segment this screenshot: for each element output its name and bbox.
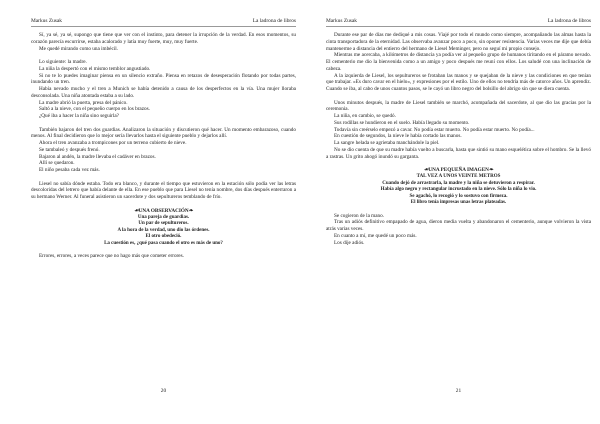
box-line: El otro obedeció. xyxy=(145,234,182,239)
paragraph: Había nevado mucho y el tren a Munich se había detenido a causa de los desperfectos en la vía. Una mujer lloraba desconsolada. Una niña atontada estaba a su lado. xyxy=(31,86,296,99)
paragraph: Durante ese par de días me dediqué a mis cosas. Viajé por todo el mundo como siempre, acompañando las almas hasta la cinta transportadora de la eternidad. Las observaba avanzar poco a poco, sin oponer resistencia. Varias veces me dije que debía mantenerme a distancia del entierro del hermano de Liesel Meminger, pero no seguí mi propio consejo. xyxy=(326,32,591,52)
paragraph: Todavía sin creérselo empezó a cavar. No podía estar muerto. No podía estar muerto. No podía... xyxy=(334,126,535,133)
paragraph: Saltó a la nieve, con el pequeño cuerpo en los brazos. xyxy=(39,106,150,113)
page-body xyxy=(31,32,296,260)
paragraph: Se cogieron de la mano. xyxy=(334,212,384,219)
paragraph: Unos minutos después, la madre de Liesel también se marchó, acompañada del sacerdote, al que dio las gracias por la ceremonia. xyxy=(326,99,591,113)
box-line: Había algo negro y rectangular incrustado en la nieve. Sólo la niña lo vio. xyxy=(380,187,537,192)
paragraph: Mientras me acercaba, a kilómetros de distancia ya podía ver al pequeño grupo de humanos tiritando en el páramo nevado. El cementerio me dio la bienvenida como a un amigo y poco después me reuní con ellos. Los saludé con una inclinación de cabeza. xyxy=(326,52,591,72)
paragraph: ¿Qué iba a hacer la niña sino seguirla? xyxy=(39,113,119,119)
paragraph: A la izquierda de Liesel, los sepultureros se frotaban las manos y se quejaban de la nieve y las condiciones en que tenían que trabajar. «Es duro cavar en el hielo», y expresiones por el estilo. Uno de ellos no tendría más de catorce años. Un aprendiz. Cuando se iba, al cabo de unos cuantos pasos, se le cayó un libro negro del bolsillo del abrigo sin que se diera cuenta. xyxy=(326,72,591,92)
paragraph: Lo siguiente: la madre. xyxy=(39,59,87,65)
box-title-text: UNA OBSERVACIÓN xyxy=(138,207,189,214)
observation-box xyxy=(31,208,296,247)
paragraph: La sangre helada se agrietaba manchándole la piel. xyxy=(334,140,440,146)
fleuron-right-icon: ❧ xyxy=(188,207,194,214)
paragraph: Los dije adiós. xyxy=(334,239,365,246)
paragraph: En cuanto a mí, me quedé un poco más. xyxy=(334,232,417,239)
running-head-author: Markus Zusak xyxy=(31,18,62,24)
box-line: Una pareja de guardias. xyxy=(137,214,190,220)
paragraph: Bajaron al andén, la madre llevaba el cadáver en brazos. xyxy=(39,153,156,160)
paragraph: También bajaron del tren dos guardias. Analizaron la situación y discutieron qué hacer. Un momento embarazoso, cuando menos. Al final decidieron que lo mejor sería llevarlos hasta el siguiente pueblo y dejarlos allí. xyxy=(31,126,296,140)
box-line: Se agachó, lo recogió y lo sostuvo con firmeza. xyxy=(409,193,508,199)
running-head-title: La ladrona de libros xyxy=(547,18,591,24)
running-head-author: Markus Zusak xyxy=(326,18,357,24)
paragraph: Me quedé mirando como una imbécil. xyxy=(39,45,118,52)
fleuron-left-icon: ☙ xyxy=(423,167,429,174)
paragraph: Sus rodillas se hundieron en el suelo. Había llegado su momento. xyxy=(334,119,470,126)
right-page xyxy=(326,0,591,424)
paragraph: El niño pesaba cada vez más. xyxy=(39,167,100,173)
paragraph: Si no te lo puedes imaginar piensa en un silencio extraño. Piensa en retazos de desesperación flotando por todas partes, inundando un tren. xyxy=(31,72,296,86)
paragraph: Tras un adiós definitivo empapado de agua, dieron media vuelta y abandonaron el cementerio, aunque volvieron la vista atrás varias veces. xyxy=(326,219,591,232)
box-line: El libro tenía impresas unas letras plateadas. xyxy=(410,200,507,205)
page-number: 21 xyxy=(455,388,462,394)
page-body xyxy=(326,32,591,246)
fleuron-right-icon: ❧ xyxy=(488,167,494,174)
paragraph: Ahora el tren avanzaba a trompicones por un terreno cubierto de nieve. xyxy=(39,140,187,146)
left-page xyxy=(31,0,296,424)
running-head xyxy=(326,18,591,27)
page-number: 20 xyxy=(160,388,167,394)
paragraph: Errores, errores, a veces parece que no hago más que cometer errores. xyxy=(39,253,184,259)
box-title-text: UNA PEQUEÑA IMAGEN xyxy=(428,167,489,174)
box-line: A la hora de la verdad, uno dio las órdenes. xyxy=(117,227,210,233)
running-head xyxy=(31,18,296,27)
box-line: Un par de sepultureros. xyxy=(138,221,189,226)
paragraph: No se dio cuenta de que su madre había vuelto a buscarla, hasta que sintió su mano esquelética sobre el hombro. Se la llevó a rastras. Un grito ahogó inundó su garganta. xyxy=(326,146,591,160)
paragraph: Se tambaleó y después frenó. xyxy=(39,146,100,153)
paragraph: Liesel no sabía dónde estaba. Todo era blanco, y durante el tiempo que estuvieron en la estación sólo podía ver las letras descoloridas del letrero que había delante de ella. En ese pueblo que para Liesel no tenía nombre, dos días después enterraron a su hermano Werner. Al funeral asistieron un sacerdote y dos sepultureros temblando de frío. xyxy=(31,180,296,200)
box-line: Cuando dejó de arrastrarla, la madre y la niña se detuvieron a respirar. xyxy=(382,180,535,186)
box-title xyxy=(326,167,591,174)
paragraph: Sí, ya sé, ya sé, supongo que tiene que ver con el instinto, para detener la irrupción de la verdad. En esos momentos, su corazón parecía escurrirse, estaba acalorado y latía muy fuerte, muy, muy fuerte. xyxy=(31,32,296,45)
box-title xyxy=(31,208,296,215)
paragraph: La niña, en cambio, se quedó. xyxy=(334,113,396,119)
running-head-title: La ladrona de libros xyxy=(252,18,296,24)
fleuron-left-icon: ☙ xyxy=(133,207,139,214)
paragraph: Allí se quedaron. xyxy=(39,160,75,167)
paragraph: La madre abrió la puerta, presa del pánico. xyxy=(39,99,128,106)
box-line: La cuestión es, ¿qué pasa cuando el otro es más de uno? xyxy=(104,240,223,246)
small-image-box xyxy=(326,167,591,206)
paragraph: La niña la despertó con el mismo temblor angustiado. xyxy=(39,65,151,72)
paragraph: En cuestión de segundos, la nieve le había cortado las manos. xyxy=(334,133,462,140)
box-line: TAL VEZ A UNOS VEINTE METROS xyxy=(416,174,501,179)
